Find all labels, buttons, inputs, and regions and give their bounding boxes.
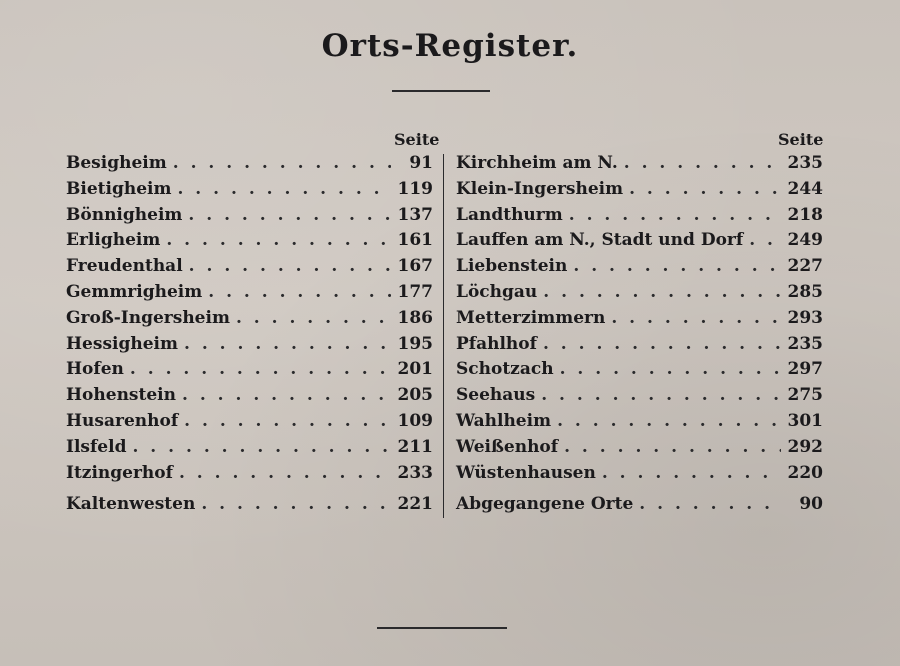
entry-page: 220 xyxy=(787,462,823,483)
page-column-header-right: Seite xyxy=(778,130,824,149)
index-entry xyxy=(66,308,433,334)
index-entry xyxy=(66,334,433,360)
entry-page: 91 xyxy=(409,153,433,173)
entry-name: Ilsfeld xyxy=(66,436,127,457)
entry-page: 297 xyxy=(787,359,823,380)
entry-name: Hessigheim xyxy=(66,333,178,354)
leader-dots xyxy=(573,256,781,276)
leader-dots xyxy=(179,463,391,483)
entry-name: Kaltenwesten xyxy=(66,494,196,515)
index-entry xyxy=(456,282,823,308)
entry-page: 186 xyxy=(397,307,433,328)
leader-dots xyxy=(611,308,781,328)
leader-dots xyxy=(201,494,391,514)
index-entry xyxy=(456,256,823,282)
index-entry xyxy=(456,437,823,463)
entry-name: Erligheim xyxy=(66,230,161,251)
entry-page: 205 xyxy=(397,385,433,406)
index-entry xyxy=(66,256,433,282)
entry-page: 177 xyxy=(397,281,433,302)
index-entry xyxy=(456,179,823,205)
entry-page: 249 xyxy=(787,230,823,251)
entry-page: 235 xyxy=(787,333,823,354)
index-entry xyxy=(456,230,823,256)
entry-name: Freudenthal xyxy=(66,256,183,277)
index-entry xyxy=(456,463,823,489)
index-entry xyxy=(66,385,433,411)
entry-page: 244 xyxy=(787,178,823,199)
entry-name: Kirchheim am N. xyxy=(456,153,618,173)
entry-page: 292 xyxy=(787,436,823,457)
index-entry xyxy=(456,411,823,437)
bottom-rule xyxy=(377,627,507,629)
index-entry xyxy=(456,385,823,411)
entry-page: 119 xyxy=(397,178,433,199)
index-entry xyxy=(456,153,823,179)
entry-name: Schotzach xyxy=(456,359,554,380)
entry-name: Liebenstein xyxy=(456,256,568,277)
leader-dots xyxy=(182,385,391,405)
leader-dots xyxy=(541,385,781,405)
entry-page: 293 xyxy=(787,307,823,328)
index-entry xyxy=(66,494,433,520)
index-entry xyxy=(66,359,433,385)
entry-page: 161 xyxy=(397,230,433,251)
leader-dots xyxy=(173,153,391,173)
leader-dots xyxy=(189,256,391,276)
index-entry xyxy=(456,334,823,360)
leader-dots xyxy=(629,179,781,199)
entry-name: Hofen xyxy=(66,359,124,380)
entry-name: Landthurm xyxy=(456,204,563,225)
leader-dots xyxy=(184,411,391,431)
index-entry xyxy=(66,179,433,205)
leader-dots xyxy=(557,411,781,431)
entry-name: Metterzimmern xyxy=(456,307,606,328)
entry-name: Weißenhof xyxy=(456,436,559,457)
entry-page: 227 xyxy=(787,256,823,277)
entry-name: Husarenhof xyxy=(66,410,179,431)
entry-page: 301 xyxy=(787,410,823,431)
index-entry xyxy=(456,359,823,385)
leader-dots xyxy=(132,437,391,457)
entry-page: 137 xyxy=(397,204,433,225)
entry-name: Gemmrigheim xyxy=(66,281,203,302)
entry-name: Hohenstein xyxy=(66,385,176,406)
leader-dots xyxy=(560,359,781,379)
leader-dots xyxy=(569,205,781,225)
entry-page: 275 xyxy=(787,385,823,406)
entry-name: Itzingerhof xyxy=(66,462,173,483)
leader-dots xyxy=(166,230,391,250)
leader-dots xyxy=(184,334,391,354)
leader-dots xyxy=(543,334,781,354)
entry-name: Abgegangene Orte xyxy=(456,494,634,515)
leader-dots xyxy=(130,359,391,379)
entry-page: 201 xyxy=(397,359,433,380)
entry-name: Groß-Ingersheim xyxy=(66,307,230,328)
leader-dots xyxy=(749,230,781,250)
index-entry xyxy=(66,463,433,489)
index-entry xyxy=(66,153,433,179)
entry-page: 195 xyxy=(397,333,433,354)
leader-dots xyxy=(236,308,391,328)
entry-name: Pfahlhof xyxy=(456,333,537,354)
index-entry xyxy=(456,205,823,231)
leader-dots xyxy=(177,179,391,199)
entry-page: 285 xyxy=(787,281,823,302)
leader-dots xyxy=(639,494,781,514)
entry-name: Löchgau xyxy=(456,281,538,302)
leader-dots xyxy=(188,205,391,225)
entry-name: Bietigheim xyxy=(66,178,172,199)
index-entry xyxy=(66,282,433,308)
entry-name: Wüstenhausen xyxy=(456,462,596,483)
entry-page: 235 xyxy=(787,153,823,173)
title-underline xyxy=(392,90,490,92)
entry-page: 211 xyxy=(397,436,433,457)
entry-page: 167 xyxy=(397,256,433,277)
entry-name: Klein-Ingersheim xyxy=(456,178,624,199)
index-entry xyxy=(66,411,433,437)
entry-name: Besigheim xyxy=(66,153,167,173)
entry-page: 109 xyxy=(397,410,433,431)
column-divider xyxy=(443,154,444,518)
entry-name: Bönnigheim xyxy=(66,204,183,225)
entry-page: 233 xyxy=(397,462,433,483)
leader-dots xyxy=(564,437,781,457)
leader-dots xyxy=(624,153,781,173)
index-entry xyxy=(66,205,433,231)
index-entry xyxy=(66,230,433,256)
entry-name: Wahlheim xyxy=(456,410,552,431)
index-entry xyxy=(66,437,433,463)
index-entry xyxy=(456,494,823,520)
entry-page: 90 xyxy=(799,494,823,515)
page-title: Orts-Register. xyxy=(321,28,579,64)
entry-page: 221 xyxy=(397,494,433,515)
entry-name: Seehaus xyxy=(456,385,536,406)
leader-dots xyxy=(543,282,781,302)
leader-dots xyxy=(208,282,391,302)
page-column-header-left: Seite xyxy=(394,130,440,149)
index-entry xyxy=(456,308,823,334)
leader-dots xyxy=(602,463,781,483)
entry-name: Lauffen am N., Stadt und Dorf xyxy=(456,230,744,251)
right-column xyxy=(456,153,823,520)
left-column xyxy=(66,153,433,520)
entry-page: 218 xyxy=(787,204,823,225)
